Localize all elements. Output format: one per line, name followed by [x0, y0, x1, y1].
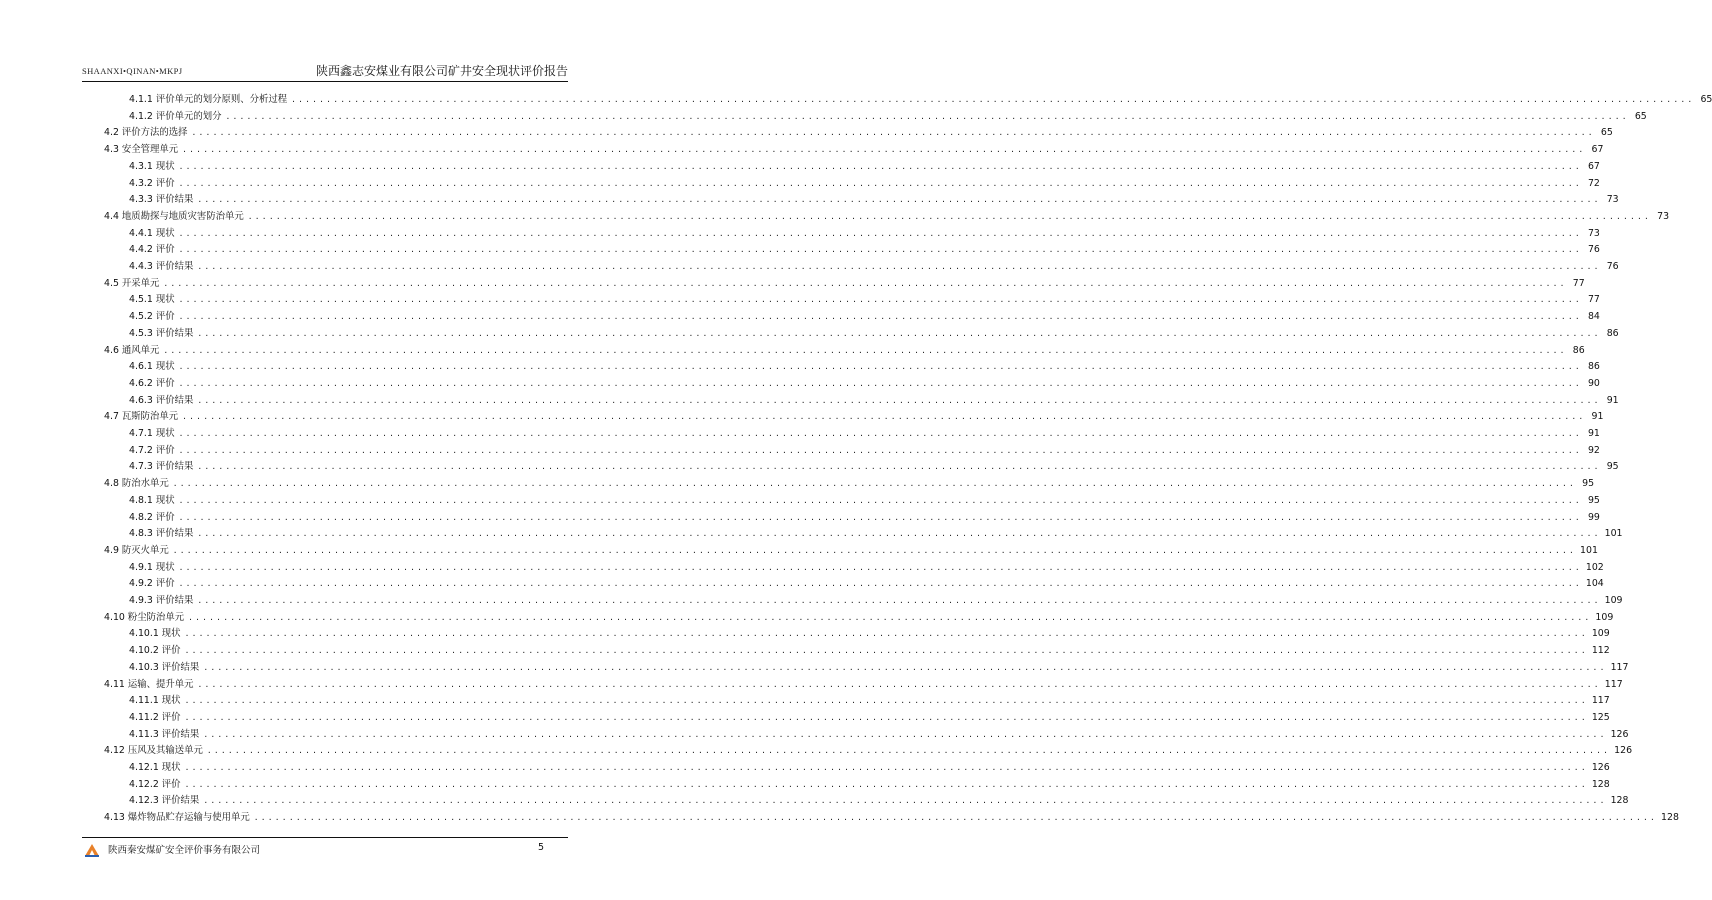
toc-entry-label: 4.8.1 现状	[129, 494, 175, 506]
toc-entry-label: 4.3.2 评价	[129, 177, 175, 189]
toc-entry-label: 4.1.1 评价单元的划分原则、分析过程	[129, 94, 288, 105]
toc-entry[interactable]	[129, 693, 1610, 709]
toc-entry[interactable]	[104, 677, 1623, 693]
toc-entry[interactable]	[104, 343, 1585, 359]
toc-entry[interactable]	[129, 176, 1600, 192]
toc-entry[interactable]	[129, 710, 1610, 726]
toc-entry-label: 4.10 粉尘防治单元	[104, 611, 185, 623]
toc-entry-label: 4.6 通风单元	[104, 344, 160, 356]
toc-entry-label: 4.13 爆炸物品贮存运输与使用单元	[104, 812, 250, 824]
toc-entry[interactable]	[104, 142, 1604, 158]
toc-entry-label: 4.2 评价方法的选择	[104, 127, 188, 139]
toc-entry-page: 77	[1587, 294, 1600, 306]
toc-dot-leader: ........................................................................................................................................................................................................	[178, 228, 1582, 238]
toc-entry-page: 76	[1606, 261, 1619, 272]
toc-entry-page: 117	[1604, 678, 1623, 690]
toc-entry-label: 4.4 地质勘探与地质灾害防治单元	[104, 210, 244, 222]
toc-dot-leader: ........................................................................................................................................................................................................	[178, 178, 1582, 188]
toc-entry[interactable]	[129, 309, 1600, 325]
page-header	[82, 60, 568, 80]
toc-entry-label: 4.10.1 现状	[129, 628, 181, 640]
toc-dot-leader: ........................................................................................................................................................................................................	[178, 579, 1582, 589]
toc-entry-label: 4.5.3 评价结果	[129, 327, 194, 339]
toc-dot-leader: ........................................................................................................................................................................................................	[203, 796, 1607, 806]
toc-entry-page: 95	[1587, 494, 1600, 506]
toc-dot-leader: ........................................................................................................................................................................................................	[178, 245, 1582, 255]
toc-entry-label: 4.11.1 现状	[129, 695, 181, 707]
toc-entry[interactable]	[129, 660, 1629, 676]
toc-dot-leader: ........................................................................................................................................................................................................	[197, 596, 1601, 605]
toc-entry[interactable]	[104, 743, 1633, 759]
toc-entry-page: 125	[1591, 711, 1610, 723]
toc-entry-label: 4.5.2 评价	[129, 311, 175, 323]
toc-entry-label: 4.11.2 评价	[129, 711, 181, 723]
toc-entry-label: 4.6.2 评价	[129, 377, 175, 389]
toc-entry-page: 104	[1585, 578, 1604, 590]
toc-entry[interactable]	[129, 576, 1604, 592]
toc-dot-leader: ........................................................................................................................................................................................................	[184, 779, 1588, 789]
toc-entry-label: 4.8.2 评价	[129, 511, 175, 523]
toc-entry-label: 4.4.1 现状	[129, 227, 175, 239]
toc-entry-label: 4.7 瓦斯防治单元	[104, 411, 179, 423]
toc-entry-label: 4.8 防治水单元	[104, 478, 169, 490]
toc-entry-page: 73	[1606, 194, 1619, 206]
toc-entry[interactable]	[129, 777, 1610, 793]
toc-entry-page: 91	[1591, 411, 1604, 423]
toc-entry[interactable]	[104, 125, 1613, 141]
toc-entry[interactable]	[104, 209, 1670, 225]
toc-dot-leader: ........................................................................................................................................................................................................	[247, 211, 1652, 221]
toc-dot-leader: ........................................................................................................................................................................................................	[203, 729, 1607, 739]
toc-entry[interactable]	[129, 793, 1629, 809]
toc-entry-page: 86	[1572, 344, 1585, 356]
toc-entry-label: 4.10.3 评价结果	[129, 661, 200, 673]
toc-entry-label: 4.9.3 评价结果	[129, 595, 194, 606]
toc-entry-label: 4.12.2 评价	[129, 778, 181, 790]
toc-entry-label: 4.7.1 现状	[129, 428, 175, 439]
toc-dot-leader: ........................................................................................................................................................................................................	[178, 295, 1582, 305]
toc-entry-label: 4.1.2 评价单元的划分	[129, 110, 222, 122]
toc-entry-label: 4.7.3 评价结果	[129, 461, 194, 473]
toc-dot-leader: ........................................................................................................................................................................................................	[178, 362, 1582, 372]
toc-entry-page: 90	[1587, 377, 1600, 389]
toc-dot-leader: ........................................................................................................................................................................................................	[197, 462, 1601, 472]
footer-company-name: 陕西秦安煤矿安全评价事务有限公司	[108, 845, 261, 856]
toc-entry-label: 4.9 防灭火单元	[104, 544, 169, 556]
toc-entry-page: 126	[1610, 728, 1629, 740]
toc-entry-label: 4.4.3 评价结果	[129, 261, 194, 272]
toc-entry[interactable]	[129, 459, 1619, 475]
toc-entry-page: 99	[1587, 511, 1600, 523]
toc-dot-leader: ........................................................................................................................................................................................................	[172, 545, 1577, 555]
toc-dot-leader: ........................................................................................................................................................................................................	[191, 128, 1595, 138]
toc-entry-label: 4.6.1 现状	[129, 361, 175, 373]
toc-entry-page: 95	[1582, 478, 1595, 490]
toc-entry[interactable]	[104, 276, 1585, 292]
toc-entry[interactable]	[104, 810, 1679, 826]
toc-entry[interactable]	[129, 560, 1604, 576]
toc-dot-leader: ........................................................................................................................................................................................................	[197, 195, 1601, 205]
toc-entry-page: 84	[1587, 311, 1600, 323]
toc-entry-label: 4.5.1 现状	[129, 294, 175, 306]
toc-dot-leader: ........................................................................................................................................................................................................	[178, 512, 1582, 522]
toc-entry-page: 76	[1587, 244, 1600, 256]
toc-dot-leader: ........................................................................................................................................................................................................	[178, 312, 1582, 322]
toc-entry[interactable]	[129, 727, 1629, 743]
toc-entry-label: 4.11.3 评价结果	[129, 728, 200, 740]
toc-entry-label: 4.6.3 评价结果	[129, 394, 194, 406]
toc-entry[interactable]	[129, 443, 1600, 459]
toc-dot-leader: ........................................................................................................................................................................................................	[188, 612, 1592, 622]
toc-entry-label: 4.9.2 评价	[129, 578, 175, 590]
toc-entry-label: 4.5 开采单元	[104, 277, 160, 289]
toc-entry-label: 4.7.2 评价	[129, 444, 175, 456]
toc-entry-page: 95	[1606, 461, 1619, 473]
toc-entry-page: 73	[1657, 210, 1670, 222]
toc-dot-leader: ........................................................................................................................................................................................................	[182, 412, 1586, 422]
toc-entry-page: 65	[1634, 110, 1647, 122]
toc-entry-label: 4.12 压风及其输送单元	[104, 745, 203, 757]
toc-entry-page: 67	[1591, 144, 1604, 156]
toc-dot-leader: ........................................................................................................................................................................................................	[184, 646, 1588, 656]
toc-entry-page: 65	[1700, 94, 1712, 105]
toc-entry-label: 4.3.3 评价结果	[129, 194, 194, 206]
toc-entry[interactable]	[129, 242, 1600, 258]
toc-entry-page: 109	[1595, 611, 1614, 623]
toc-dot-leader: ........................................................................................................................................................................................................	[178, 495, 1582, 505]
toc-entry-page: 128	[1661, 812, 1679, 824]
toc-entry-label: 4.3.1 现状	[129, 160, 175, 172]
toc-entry-page: 109	[1591, 628, 1610, 640]
toc-entry[interactable]	[129, 109, 1647, 125]
toc-entry-page: 92	[1587, 444, 1600, 456]
header-divider	[82, 81, 568, 82]
toc-entry[interactable]	[129, 393, 1619, 409]
toc-dot-leader: ........................................................................................................................................................................................................	[184, 629, 1588, 639]
toc-entry[interactable]	[129, 92, 1712, 108]
toc-dot-leader: ........................................................................................................................................................................................................	[197, 262, 1601, 271]
toc-entry-page: 65	[1600, 127, 1613, 139]
toc-dot-leader: ........................................................................................................................................................................................................	[182, 145, 1586, 155]
footer-divider	[82, 837, 568, 838]
toc-dot-leader: ........................................................................................................................................................................................................	[172, 479, 1577, 489]
toc-entry-page: 117	[1610, 661, 1629, 673]
toc-entry[interactable]	[104, 476, 1595, 492]
toc-dot-leader: ........................................................................................................................................................................................................	[197, 395, 1601, 405]
toc-entry-label: 4.12.3 评价结果	[129, 795, 200, 807]
toc-entry-page: 86	[1587, 361, 1600, 373]
toc-entry[interactable]	[129, 626, 1610, 642]
toc-entry-page: 77	[1572, 277, 1585, 289]
toc-entry-label: 4.4.2 评价	[129, 244, 175, 256]
toc-entry-label: 4.8.3 评价结果	[129, 528, 194, 540]
toc-entry-page: 91	[1606, 394, 1619, 406]
toc-dot-leader: ........................................................................................................................................................................................................	[197, 529, 1601, 539]
toc-entry-page: 102	[1585, 561, 1604, 573]
toc-dot-leader: ........................................................................................................................................................................................................	[197, 328, 1601, 338]
toc-entry[interactable]	[129, 643, 1610, 659]
toc-dot-leader: ........................................................................................................................................................................................................	[253, 813, 1658, 823]
toc-entry-page: 128	[1591, 778, 1610, 790]
toc-entry-page: 101	[1580, 544, 1598, 556]
toc-entry[interactable]	[129, 426, 1600, 442]
toc-entry[interactable]	[129, 292, 1600, 308]
toc-dot-leader: ........................................................................................................................................................................................................	[291, 95, 1695, 104]
toc-dot-leader: ........................................................................................................................................................................................................	[163, 345, 1567, 355]
toc-entry-page: 126	[1591, 762, 1610, 773]
toc-entry-label: 4.3 安全管理单元	[104, 144, 179, 156]
toc-entry-page: 128	[1610, 795, 1629, 807]
toc-entry[interactable]	[129, 259, 1619, 275]
toc-dot-leader: ........................................................................................................................................................................................................	[197, 679, 1601, 689]
toc-dot-leader: ........................................................................................................................................................................................................	[178, 562, 1582, 572]
toc-dot-leader: ........................................................................................................................................................................................................	[206, 746, 1611, 756]
toc-entry-page: 126	[1614, 745, 1633, 757]
toc-entry-page: 73	[1587, 227, 1600, 239]
toc-entry-label: 4.9.1 现状	[129, 561, 175, 573]
toc-entry[interactable]	[129, 510, 1600, 526]
toc-dot-leader: ........................................................................................................................................................................................................	[225, 111, 1629, 121]
toc-entry-page: 109	[1604, 595, 1623, 606]
toc-entry-label: 4.11 运输、提升单元	[104, 678, 194, 690]
toc-dot-leader: ........................................................................................................................................................................................................	[178, 429, 1582, 438]
toc-entry[interactable]	[129, 359, 1600, 375]
toc-entry-page: 112	[1591, 645, 1610, 657]
toc-entry[interactable]	[129, 493, 1600, 509]
toc-entry[interactable]	[104, 543, 1598, 559]
toc-entry[interactable]	[129, 593, 1623, 609]
header-code: SHAANXI•QINAN•MKPJ	[82, 66, 183, 76]
toc-entry[interactable]	[129, 226, 1600, 242]
toc-entry-page: 67	[1587, 160, 1600, 172]
toc-dot-leader: ........................................................................................................................................................................................................	[203, 662, 1607, 672]
toc-entry-label: 4.10.2 评价	[129, 645, 181, 657]
toc-entry-page: 86	[1606, 327, 1619, 339]
toc-entry[interactable]	[129, 526, 1623, 542]
toc-dot-leader: ........................................................................................................................................................................................................	[184, 763, 1588, 772]
toc-dot-leader: ........................................................................................................................................................................................................	[178, 378, 1582, 388]
toc-entry-page: 101	[1604, 528, 1623, 540]
toc-entry[interactable]	[104, 409, 1604, 425]
page-footer	[82, 840, 568, 860]
toc-entry-label: 4.12.1 现状	[129, 762, 181, 773]
company-logo-icon	[84, 841, 100, 857]
toc-entry[interactable]	[129, 760, 1610, 776]
toc-entry-page: 72	[1587, 177, 1600, 189]
toc-dot-leader: ........................................................................................................................................................................................................	[178, 445, 1582, 455]
toc-dot-leader: ........................................................................................................................................................................................................	[184, 696, 1588, 706]
toc-dot-leader: ........................................................................................................................................................................................................	[178, 161, 1582, 171]
toc-entry-page: 117	[1591, 695, 1610, 707]
toc-dot-leader: ........................................................................................................................................................................................................	[184, 712, 1588, 722]
toc-entry[interactable]	[129, 326, 1619, 342]
toc-entry-page: 91	[1587, 428, 1600, 439]
header-report-title: 陕西鑫志安煤业有限公司矿井安全现状评价报告	[315, 64, 568, 78]
page-number: 5	[537, 842, 544, 853]
toc-entry[interactable]	[129, 376, 1600, 392]
toc-entry[interactable]	[129, 192, 1619, 208]
toc-entry[interactable]	[104, 610, 1614, 626]
toc-dot-leader: ........................................................................................................................................................................................................	[163, 278, 1567, 288]
toc-entry[interactable]	[129, 159, 1600, 175]
